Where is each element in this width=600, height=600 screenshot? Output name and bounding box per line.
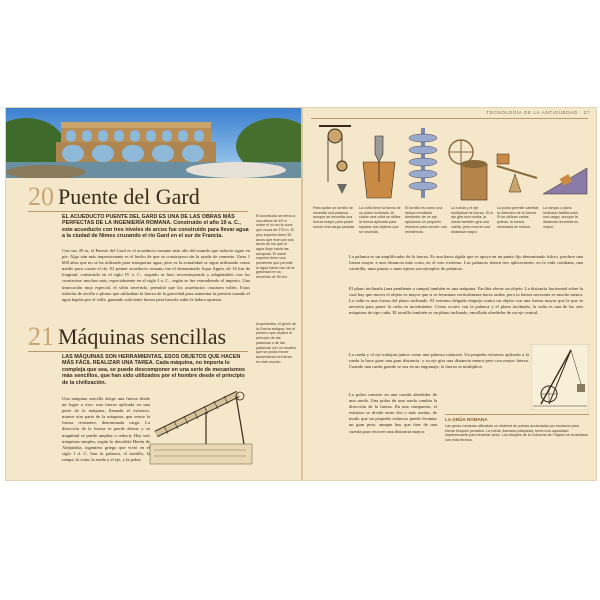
- caption-pulley: Para quitar un tornillo se necesita una palanca, aunque se necesita una fuerza mayor para poder mover una carga pesada.: [313, 206, 355, 229]
- right-body-2: El plano inclinado (una pendiente o rampa) también es una máquina. Facilita elevar un objeto. La distancia horizontal sobre la cual hay que mover el objeto es mayor que si se levantara verticalmente hacia arriba, pero la fuerza necesaria es mucho menor. La cuña es una forma del plano inclinado. El extremo delgado empuja contra un objeto con una fuerza mayor que la que se necesita para poner la cuña en movimiento. Como ocurre con la palanca y el plano inclinado, la cuña es una de las seis máquinas de tipo cuña. El tornillo también es un plano inclinado, enrollado alrededor de un eje central.: [349, 286, 583, 316]
- section-number-20: 20: [28, 182, 54, 211]
- caption-wheel-axle: La rueda y el eje multiplican la fuerza. Si el eje gira una vuelta, la rueda también gira una vuelta, pero recorre una distancia mayor.: [451, 206, 493, 234]
- archimedes-screw-engraving: [146, 386, 256, 471]
- title-rule: [28, 211, 248, 212]
- section-title-maquinas: Máquinas sencillas: [58, 324, 227, 349]
- wheel-axle-illustration: [447, 130, 491, 209]
- section21-body: Una máquina sencilla dirige una fuerza desde un lugar a otro: una fuerza aplicada en una parte de la máquina, llamada el esfuerzo, mueve otra parte de la máquina, que vence la fuerza resistente, denominada carga. La dirección de la fuerza se puede alterar y su magnitud se puede ampliar o reducir. Hay seis máquinas simples, según lo describió Herón de Alejandría, ingeniero griego que vivió en el siglo I d. C. Son la palanca, el tornillo, la rampa, la cuña, la rueda y el eje, y la polea.: [62, 396, 150, 462]
- roman-crane-text: Las grúas romanas utilizaban un sistema de poleas accionadas por esclavos para elevar bloques pesados. La rueda, llamada polispasto, tenía una capacidad impresionante para levantar peso. Los bloques de la Columna de Trajano se levantaron con esta técnica.: [445, 424, 589, 443]
- head-rule: [311, 118, 588, 119]
- section20-caption: El acueducto se eleva a una altura de 49 m sobre el río en la zona que cruza de 275 m. El piso superior tiene 35 arcos que eran por sus arcos de los que el agua fluye hacia las acequias. El canal superior tiene una pendiente que permite al agua hacer uso de la gravedad en su recorrido de 50 km.: [256, 214, 296, 280]
- roman-crane-box: [445, 414, 589, 455]
- section21-caption: Arquímedes, el genio de la Grecia antigua, fue el primero que explicó el principio de las palancas o de las palancas con un modelo que se podía mover aumentando la fuerza en este mundo.: [256, 322, 296, 364]
- caption-wedge: La cuña tiene la forma de un plano inclinado. Al clavar una cuña se utiliza la fuerza aplicada para separar dos objetos que se necesita.: [359, 206, 401, 234]
- ramp-illustration: [541, 158, 589, 203]
- section-number-21: 21: [28, 322, 54, 351]
- roman-crane-title: LA GRÚA ROMANA: [445, 417, 488, 422]
- roman-crane-engraving: [531, 344, 589, 415]
- caption-lever: La polea permite cambiar la dirección de la fuerza. Si se utilizan varias poleas, la fuerza necesaria se reduce.: [497, 206, 539, 229]
- section21-intro: LAS MÁQUINAS SON HERRAMIENTAS, ESOS OBJETOS QUE HACEN MÁS FÁCIL REALIZAR UNA TAREA. Cada máquina, no importa lo compleja que sea, se puede descomponer en una serie de mecanismos más sencillos, que han sido utilizados por el hombre desde el principio de la civilización.: [62, 354, 246, 386]
- caption-screw: El tornillo es como una rampa enrollada alrededor de un eje, aplicando un pequeño esfuerzo para vencer una resistencia.: [405, 206, 447, 234]
- right-body-3: La rueda y el eje trabajan juntos como una palanca rotatoria. Un pequeño esfuerzo aplicado a la rueda la hace girar una gran distancia, y su eje gira una distancia menor pero con mayor fuerza. Cuando una rueda grande se usa en un engranaje, la fuerza se multiplica.: [349, 352, 529, 370]
- screw-illustration: [403, 124, 443, 209]
- right-page: [303, 108, 596, 480]
- running-head: TECNOLOGÍA DE LA ANTIGÜEDAD · 27: [486, 110, 590, 115]
- left-page: [6, 108, 301, 480]
- lever-illustration: [495, 148, 539, 203]
- title-rule-2: [28, 351, 248, 352]
- section20-intro: EL ACUEDUCTO PUENTE DEL GARD ES UNA DE LAS OBRAS MÁS PERFECTAS DE LA INGENIERÍA ROMANA. Construido el año 19 a. C., este acueducto con tres niveles de arcos fue construido para llevar agua a la ciudad de Nimes cruzando el río Gard en el sur de Francia.: [62, 214, 249, 240]
- section-title-puente: Puente del Gard: [58, 184, 200, 209]
- book-spread: [6, 108, 596, 480]
- right-body-1: La palanca es un amplificador de la fuerza. Es una barra rígida que se apoya en un punto fijo denominado fulcro, produce una fuerza mayor a una distancia más corta, en el otro extremo. Las palancas tienen tres aplicaciones: en la vida cotidiana, una carretilla, unas pinzas o unas tijeras son ejemplos de palancas.: [349, 254, 583, 272]
- caption-ramp: La rampa o plano inclinado facilita subir una carga, aunque la distancia recorrida es mayor.: [543, 206, 579, 229]
- wedge-illustration: [359, 132, 399, 207]
- pont-du-gard-photo: [6, 108, 301, 178]
- pulley-illustration: [315, 122, 355, 207]
- section20-body: Con sus 49 m, el Puente del Gard es el acueducto romano más alto del mundo que todavía sigue en pie. Algo aún más impresionante es el hecho de que se construyera sin la ayuda de cemento. Unas 1 600 años que no se ha utilizado para transportar agua, pero es la actualidad se sigue utilizando como medio para cruzar el río. El primer acueducto romano fue el denominado Aqua Appia, de 16 km de longitud, construido en el siglo IV a. C., seguido se hizo reconstruyendo y adaptándolo con los construirse muchos más, especialmente en el siglo I a. C., según se fue extendiendo el imperio. Una innovación muy especial, el sifón invertido, permitió que los acueductos cruzasen valles. Estos tuberías de arcilla o plomo que utilizaban la fuerza de la gravedad para aumentar la presión cuando el agua bajaba por el valle, ganando suficiente fuerza para hacerla subir la ladera opuesta.: [62, 248, 250, 302]
- right-body-4: La polea consiste en una cuerda alrededor de una rueda. Una polea de una rueda cambia la dirección de la fuerza. En una compuesta, el esfuerzo se divide entre dos o más ruedas, de modo que un pequeño esfuerzo puede levantar un gran peso, aunque hay que tirar de una cuerda para recorrer una distancia mayor.: [349, 392, 437, 434]
